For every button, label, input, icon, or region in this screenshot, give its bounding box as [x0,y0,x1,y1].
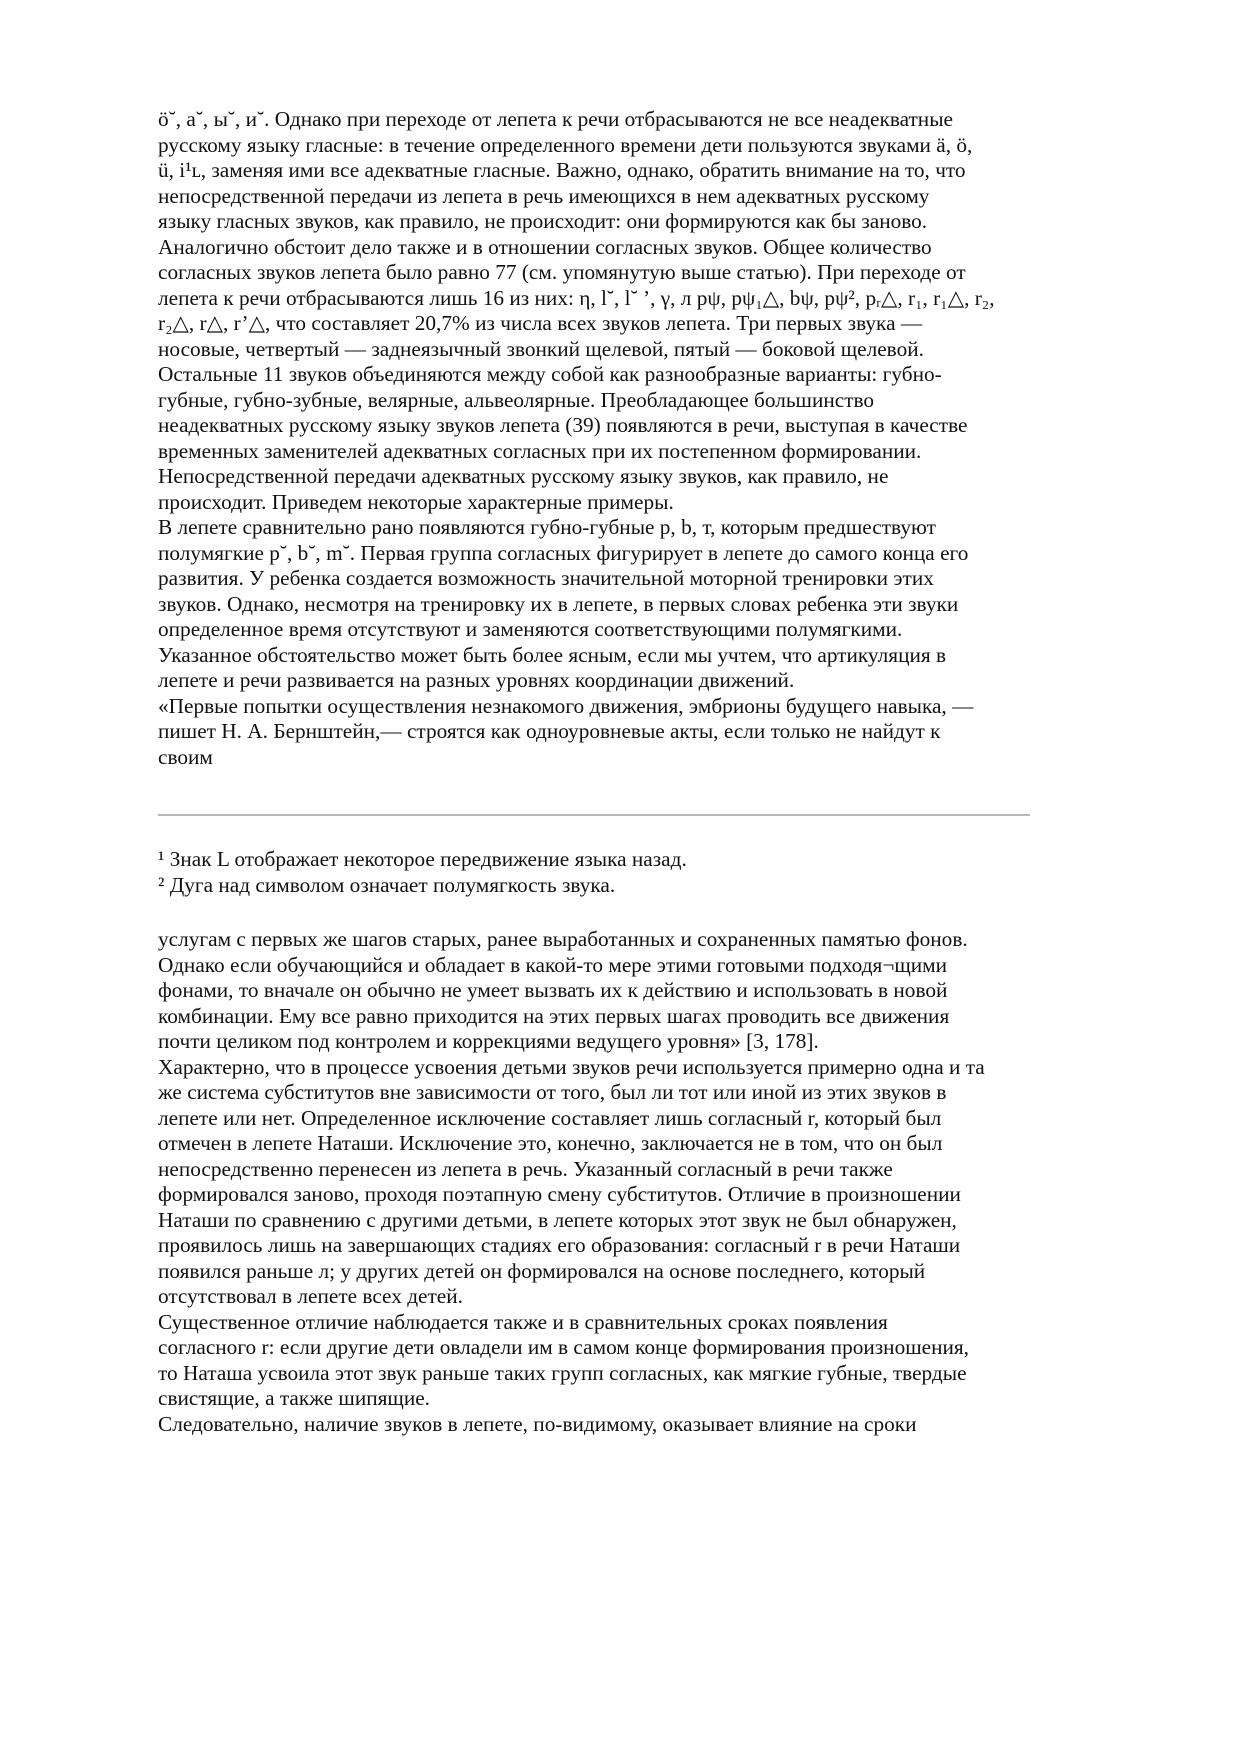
text-line: полумягкие p˘, b˘, m˘. Первая группа согласных фигурирует в лепете до самого конца его [158,540,969,565]
text-line: происходит. Приведем некоторые характерные примеры. [158,489,674,514]
text-line: свистящие, а также шипящие. [158,1386,430,1410]
text-line: лепете и речи развивается на разных уровнях координации движений. [158,668,795,692]
text-line: почти целиком под контролем и коррекциями ведущего уровня» [3, 178]. [158,1029,819,1053]
text-line: непосредственной передачи из лепета в речь имеющихся в нем адекватных русскому [158,183,930,208]
text-line: то Наташа усвоила этот звук раньше таких групп согласных, как мягкие губные, твердые [158,1360,967,1385]
footnote-separator [158,814,1030,816]
text-line: Характерно, что в процессе усвоения детьми звуков речи используется примерно одна и та [158,1054,985,1079]
text-line: проявилось лишь на завершающих стадиях его образования: согласный r в речи Наташи [158,1233,961,1257]
text-line: ö˘, а˘, ы˘, и˘. Однако при переходе от лепета к речи отбрасываются не все неадекватные [158,107,953,131]
text-line: отмечен в лепете Наташи. Исключение это, конечно, заключается не в том, что он был [158,1131,943,1155]
text-line: фонами, то вначале он обычно не умеет вызвать их к действию и использовать в новой [158,978,948,1002]
text-line: Существенное отличие наблюдается также и в сравнительных сроках появления [158,1309,888,1334]
text-line: r₂△, r△, r’△, что составляет 20,7% из числа всех звуков лепета. Три первых звука — [158,311,923,335]
text-line: ü, i¹ʟ, заменяя ими все адекватные гласные. Важно, однако, обратить внимание на то, что [158,158,966,182]
text-line: лепете или нет. Определенное исключение составляет лишь согласный r, который был [158,1105,942,1130]
text-line: звуков. Однако, несмотря на тренировку их в лепете, в первых словах ребенка эти звуки [158,591,959,616]
text-line: Остальные 11 звуков объединяются между собой как разнообразные варианты: губно- [158,362,942,386]
main-text-bottom [158,927,1038,1437]
text-line: «Первые попытки осуществления незнакомого движения, эмбрионы будущего навыка, — [158,693,974,718]
footnote: ² Дуга над символом означает полумягкость звука. [158,872,616,897]
text-line: появился раньше л; у других детей он формировался на основе последнего, который [158,1258,926,1283]
text-line: согласного r: если другие дети овладели им в самом конце формирования произношения, [158,1335,969,1359]
text-line: Наташи по сравнению с другими детьми, в лепете которых этот звук не был обнаружен, [158,1207,957,1232]
text-line: формировался заново, проходя поэтапную смену субститутов. Отличие в произношении [158,1182,961,1206]
text-line: губные, губно-зубные, велярные, альвеолярные. Преобладающее большинство [158,387,875,412]
text-line: временных заменителей адекватных согласных при их постепенном формировании. [158,438,922,463]
text-line: пишет Н. А. Бернштейн,— строятся как одноуровневые акты, если только не найдут к [158,719,941,743]
text-line: Непосредственной передачи адекватных русскому языку звуков, как правило, не [158,464,889,488]
text-line: непосредственно перенесен из лепета в речь. Указанный согласный в речи также [158,1156,893,1181]
text-line: своим [158,744,213,769]
text-line: отсутствовал в лепете всех детей. [158,1284,463,1308]
text-line: согласных звуков лепета было равно 77 (см. упомянутую выше статью). При переходе от [158,260,966,284]
text-line: русскому языку гласные: в течение определенного времени дети пользуются звуками ä, ö, [158,132,973,157]
text-line: Следовательно, наличие звуков в лепете, по-видимому, оказывает влияние на сроки [158,1411,917,1436]
main-text-top [158,107,1038,770]
text-line: В лепете сравнительно рано появляются губно-губные p, b, т, которым предшествуют [158,515,936,539]
text-line: услугам с первых же шагов старых, ранее выработанных и сохраненных памятью фонов. [158,927,968,951]
text-line: лепета к речи отбрасываются лишь 16 из них: η, l˘, l˘ ’, γ, л pψ, pψ₁△, bψ, pψ², pᵣ△, r₁, r₁△, r₂, [158,285,995,310]
text-line: Аналогично обстоит дело также и в отношении согласных звуков. Общее количество [158,234,932,259]
footnotes [158,847,1038,898]
text-line: языку гласных звуков, как правило, не происходит: они формируются как бы заново. [158,209,928,233]
footnote: ¹ Знак L отображает некоторое передвижение языка назад. [158,847,687,871]
text-line: определенное время отсутствуют и заменяются соответствующими полумягкими. [158,617,903,641]
text-line: же система субститутов вне зависимости от того, был ли тот или иной из этих звуков в [158,1080,947,1104]
text-line: неадекватных русскому языку звуков лепета (39) появляются в речи, выступая в качестве [158,413,968,437]
text-line: развития. У ребенка создается возможность значительной моторной тренировки этих [158,566,934,590]
text-line: Однако если обучающийся и обладает в какой-то мере этими готовыми подходя¬щими [158,952,948,977]
text-line: носовые, четвертый — заднеязычный звонкий щелевой, пятый — боковой щелевой. [158,336,924,361]
text-line: Указанное обстоятельство может быть более ясным, если мы учтем, что артикуляция в [158,642,947,667]
text-line: комбинации. Ему все равно приходится на этих первых шагах проводить все движения [158,1003,950,1028]
